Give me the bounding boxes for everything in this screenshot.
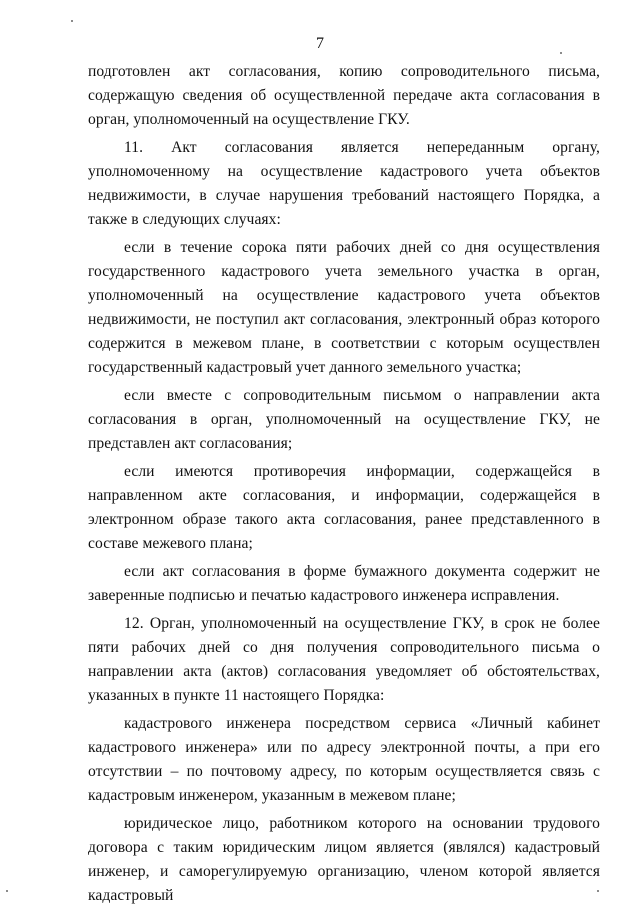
paragraph-case-no-act: если вместе с сопроводительным письмом о направлении акта согласования в орган, уполномоченный на осуществление ГКУ, не представлен акт согласования; [88,387,600,452]
paragraph-case-contradictions: если имеются противоречия информации, содержащейся в направленном акте согласования, и информации, содержащейся в электронном образе такого акта согласования, ранее представленного в составе межевого плана; [88,463,600,552]
paragraph-item-11: 11. Акт согласования является непереданным органу, уполномоченному на осуществление кадастрового учета объектов недвижимости, в случае нарушения требований настоящего Порядка, а также в следующих случаях: [88,139,600,228]
paragraph-continuation: подготовлен акт согласования, копию сопроводительного письма, содержащую сведения об осуществленной передаче акта согласования в орган, уполномоченный на осуществление ГКУ. [88,63,600,128]
document-body [88,60,600,912]
scan-speck [71,20,73,22]
paragraph-case-corrections: если акт согласования в форме бумажного документа содержит не заверенные подписью и печатью кадастрового инженера исправления. [88,563,600,604]
scan-speck [597,890,599,892]
scan-speck [560,52,562,54]
paragraph-case-45-days: если в течение сорока пяти рабочих дней со дня осуществления государственного кадастрового учета земельного участка в орган, уполномоченный на осуществление кадастрового учета объектов недвижимости, не поступил акт согласования, электронный образ которого содержится в межевом плане, в соответствии с которым осуществлен государственный кадастровый учет данного земельного участка; [88,239,600,376]
scan-speck [6,890,8,892]
paragraph-item-12: 12. Орган, уполномоченный на осуществление ГКУ, в срок не более пяти рабочих дней со дня получения сопроводительного письма о направлении акта (актов) согласования уведомляет об обстоятельствах, указанных в пункте 11 настоящего Порядка: [88,615,600,704]
page-number: 7 [316,35,324,52]
paragraph-notify-legal-entity: юридическое лицо, работником которого на основании трудового договора с таким юридическим лицом является (являлся) кадастровый инженер, и саморегулируемую организацию, членом которой является кадастровый [88,815,600,904]
paragraph-notify-engineer: кадастрового инженера посредством сервиса «Личный кабинет кадастрового инженера» или по адресу электронной почты, а при его отсутствии – по почтовому адресу, по которым осуществляется связь с кадастровым инженером, указанным в межевом плане; [88,715,600,804]
